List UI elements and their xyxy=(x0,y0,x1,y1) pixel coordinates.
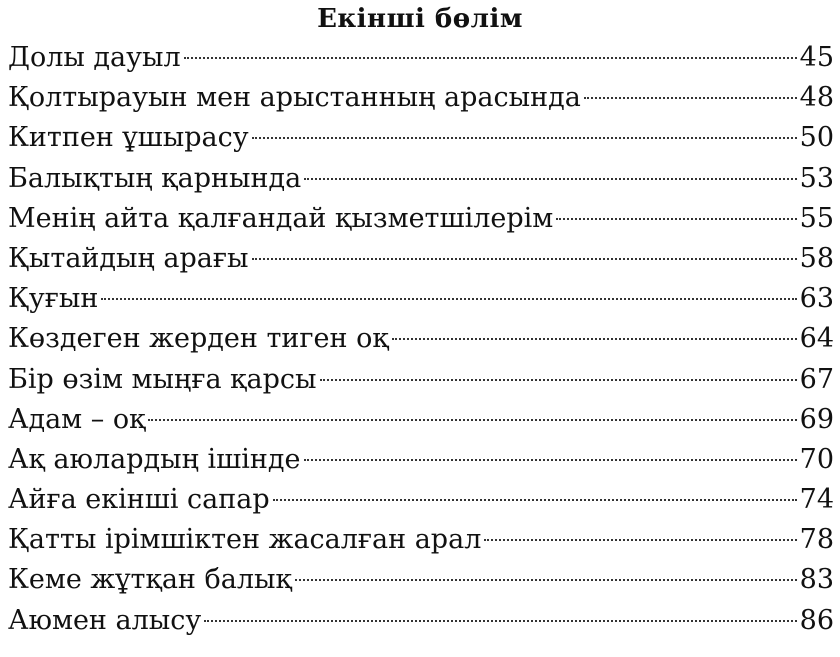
toc-entry-page: 45 xyxy=(799,42,834,73)
toc-entry xyxy=(8,560,834,600)
toc-entry xyxy=(8,480,834,520)
toc-entry xyxy=(8,520,834,560)
toc-dot-leader xyxy=(392,338,797,340)
toc-entry-page: 53 xyxy=(799,162,834,194)
toc-entry xyxy=(8,78,834,118)
toc-dot-leader xyxy=(252,258,797,260)
toc-entry-title: Қуғын xyxy=(8,283,99,315)
toc-entry-title: Кеме жұтқан балық xyxy=(8,564,292,596)
toc-entry xyxy=(8,319,834,359)
toc-entry-page: 50 xyxy=(799,122,834,154)
toc-dot-leader xyxy=(101,298,796,300)
toc-entry-page: 78 xyxy=(799,524,834,556)
toc-entry-title: Ақ аюлардың ішінде xyxy=(8,443,301,475)
toc-dot-leader xyxy=(584,97,797,99)
toc-entry-title: Қытайдың арағы xyxy=(8,242,249,274)
toc-entry xyxy=(8,279,834,319)
toc-entry-page: 48 xyxy=(799,82,834,114)
toc-entry-title: Адам – оқ xyxy=(8,403,146,435)
toc-entry-title: Қатты ірімшіктен жасалған арал xyxy=(8,524,482,556)
toc-entry-page: 83 xyxy=(799,564,834,596)
toc-dot-leader xyxy=(295,579,797,581)
toc-entry-title: Көздеген жерден тиген оқ xyxy=(8,323,389,355)
toc-dot-leader xyxy=(273,499,797,501)
toc-entry xyxy=(8,400,834,440)
toc-dot-leader xyxy=(184,57,797,59)
toc-dot-leader xyxy=(484,539,796,541)
toc-dot-leader xyxy=(320,379,797,381)
toc-entry-title: Балықтың қарнында xyxy=(8,162,302,194)
toc-entry-title: Долы дауыл xyxy=(8,42,181,73)
toc-entry-page: 64 xyxy=(799,323,834,355)
toc-entry-page: 63 xyxy=(799,283,834,315)
toc-entry-page: 86 xyxy=(799,604,834,636)
toc-entry xyxy=(8,239,834,279)
toc-entry-title: Аюмен алысу xyxy=(8,604,202,636)
toc-dot-leader xyxy=(204,620,796,622)
toc-entry-page: 67 xyxy=(799,363,834,395)
toc-dot-leader xyxy=(304,178,796,180)
section-title: Екінші бөлім xyxy=(317,4,523,34)
toc-entry-page: 70 xyxy=(799,443,834,475)
toc-entry xyxy=(8,360,834,400)
toc-entry xyxy=(8,199,834,239)
toc-entry xyxy=(8,440,834,480)
toc-entry xyxy=(8,159,834,199)
toc-entry-page: 55 xyxy=(799,202,834,234)
toc-entry-page: 74 xyxy=(799,484,834,516)
toc-dot-leader xyxy=(556,218,796,220)
toc-entry-title: Китпен ұшырасу xyxy=(8,122,249,154)
toc-dot-leader xyxy=(148,419,796,421)
toc-dot-leader xyxy=(252,137,797,139)
toc-entry xyxy=(8,601,834,641)
toc-entry-page: 58 xyxy=(799,242,834,274)
toc-entry-title: Менің айта қалғандай қызметшілерім xyxy=(8,202,554,234)
toc-dot-leader xyxy=(304,459,797,461)
toc-entry-title: Бір өзім мыңға қарсы xyxy=(8,363,317,395)
toc-entry xyxy=(8,118,834,158)
table-of-contents xyxy=(8,38,834,641)
toc-entry-title: Қолтырауын мен арыстанның арасында xyxy=(8,82,581,114)
toc-entry-page: 69 xyxy=(799,403,834,435)
toc-entry xyxy=(8,38,834,78)
toc-entry-title: Айға екінші сапар xyxy=(8,484,270,516)
